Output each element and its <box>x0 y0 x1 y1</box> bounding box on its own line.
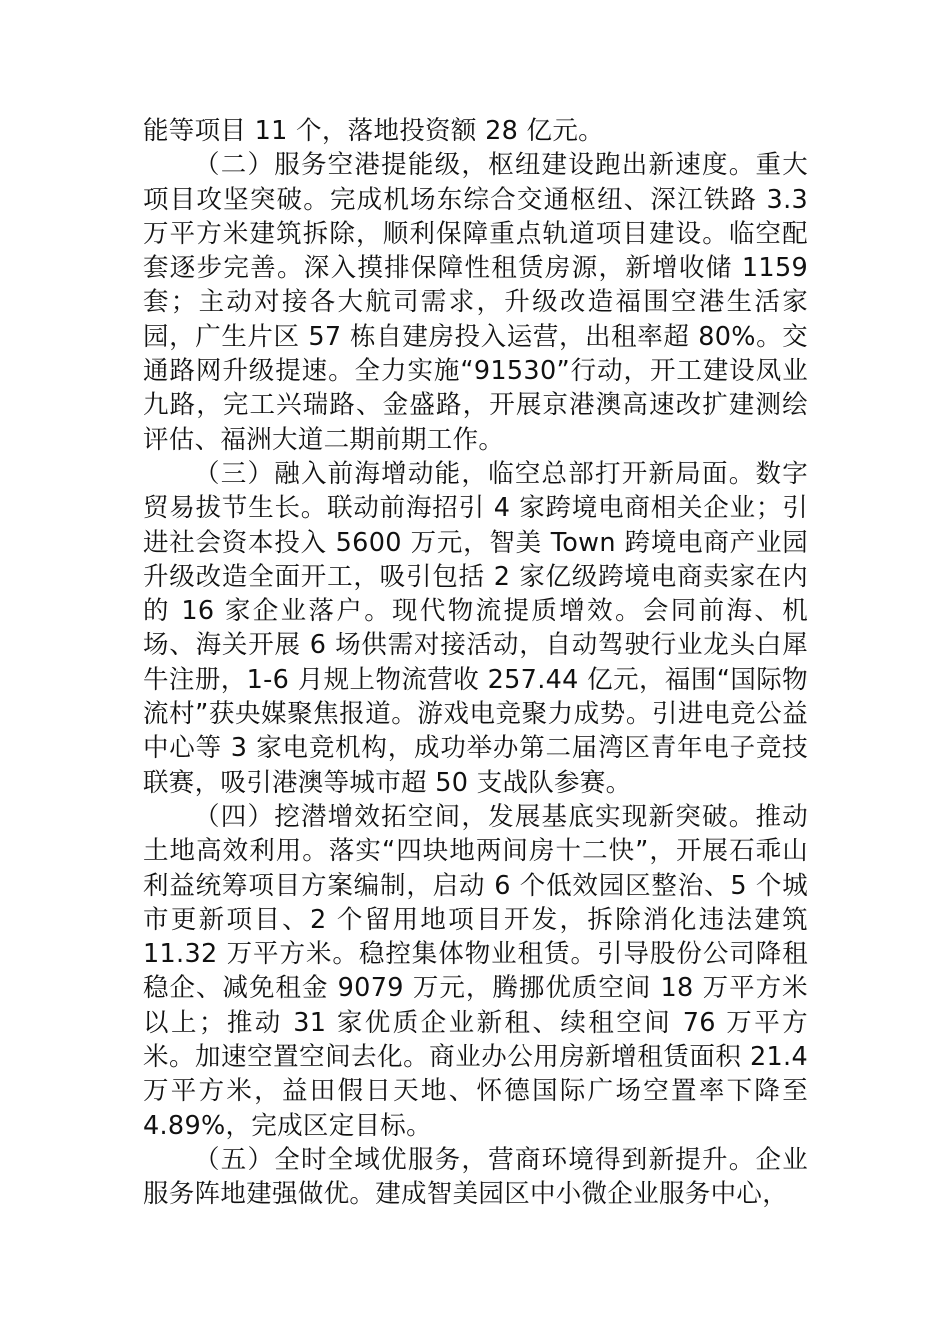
paragraph-body: 企业服务阵地建强做优。建成智美园区中小微企业服务中心， <box>143 1144 808 1210</box>
paragraph-section-3 <box>143 457 808 800</box>
section-heading: （二）服务空港提能级，枢纽建设跑出新速度。 <box>194 150 756 181</box>
paragraph-section-5 <box>143 1143 808 1212</box>
paragraph-body: 能等项目 11 个，落地投资额 28 亿元。 <box>143 116 604 146</box>
section-heading: （三）融入前海增动能，临空总部打开新局面。 <box>194 458 756 489</box>
paragraph-body: 推动土地高效利用。落实“四块地两间房十二快”，开展石乖山利益统筹项目方案编制，启动 6 个低效园区整治、5 个城市更新项目、2 个留用地项目开发，拆除消化违法建筑 11.32 万平方米。稳控集体物业租赁。引导股份公司降租稳企、减免租金 9079 万元，腾挪优质空间 18 万平方米以上；推动 31 家优质企业新租、续租空间 76 万平方米。加速空置空间去化。商业办公用房新增租赁面积 21.4 万平方米，益田假日天地、怀德国际广场空置率下降至 4.89%，完成区定目标。 <box>143 801 808 1141</box>
section-heading: （五）全时全域优服务，营商环境得到新提升。 <box>194 1144 756 1175</box>
paragraph-section-2 <box>143 148 808 457</box>
document-page <box>143 114 808 1212</box>
paragraph-continuation <box>143 114 808 148</box>
paragraph-body: 重大项目攻坚突破。完成机场东综合交通枢纽、深江铁路 3.3 万平方米建筑拆除，顺利保障重点轨道项目建设。临空配套逐步完善。深入摸排保障性租赁房源，新增收储 1159 套；主动对接各大航司需求，升级改造福围空港生活家园，广生片区 57 栋自建房投入运营，出租率超 80%。交通路网升级提速。全力实施“91530”行动，开工建设凤业九路，完工兴瑞路、金盛路，开展京港澳高速改扩建测绘评估、福洲大道二期前期工作。 <box>143 150 808 455</box>
paragraph-body: 数字贸易拔节生长。联动前海招引 4 家跨境电商相关企业；引进社会资本投入 5600 万元，智美 Town 跨境电商产业园升级改造全面开工，吸引包括 2 家亿级跨境电商卖家在内的 16 家企业落户。现代物流提质增效。会同前海、机场、海关开展 6 场供需对接活动，自动驾驶行业龙头白犀牛注册，1-6 月规上物流营收 257.44 亿元，福围“国际物流村”获央媒聚焦报道。游戏电竞聚力成势。引进电竞公益中心等 3 家电竞机构，成功举办第二届湾区青年电子竞技联赛，吸引港澳等城市超 50 支战队参赛。 <box>143 458 808 798</box>
section-heading: （四）挖潜增效拓空间，发展基底实现新突破。 <box>194 801 756 832</box>
paragraph-section-4 <box>143 800 808 1143</box>
